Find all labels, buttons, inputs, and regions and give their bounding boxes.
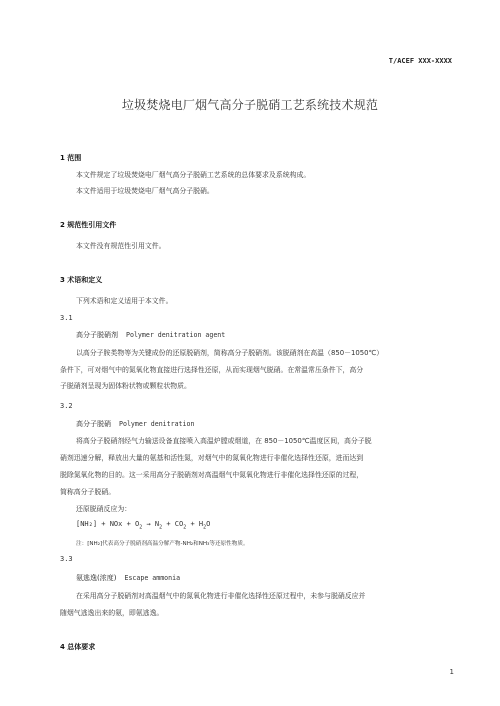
term-3-1-en: Polymer denitration agent xyxy=(126,331,226,339)
term-3-3-number: 3.3 xyxy=(60,555,73,563)
term-3-3-cn: 氨逃逸(浓度) xyxy=(76,574,117,582)
section-1-para-2: 本文件适用于垃圾焚烧电厂烟气高分子脱硝。 xyxy=(76,187,214,195)
eq-left: [NH₂] + NOx + O xyxy=(76,520,140,528)
section-3-intro: 下列术语和定义适用于本文件。 xyxy=(76,297,173,305)
eq-arrow: → xyxy=(146,520,151,528)
term-3-1-line-1: 以高分子胺类物等为关键成份的还原脱硝剂，简称高分子脱硝剂。该脱硝剂在高温（850－1050℃） xyxy=(76,349,384,357)
section-1-para-1: 本文件规定了垃圾焚烧电厂烟气高分子脱硝工艺系统的总体要求及系统构成。 xyxy=(76,171,311,179)
term-3-3-line-1: 在采用高分子脱硝剂对高温烟气中的氮氧化物进行非催化选择性还原过程中，未参与脱硝反应并 xyxy=(76,592,366,600)
term-3-2-line-2: 硝剂迅速分解，释放出大量的氨基和活性氮，对烟气中的氮氧化物进行非催化选择性还原，进而达到 xyxy=(60,454,364,462)
term-3-3-title xyxy=(76,573,180,583)
eq-n: N xyxy=(154,520,160,528)
term-3-2-number: 3.2 xyxy=(60,402,73,410)
document-number: T/ACEF XXX-XXXX xyxy=(388,57,452,65)
eq-plus-2: + xyxy=(190,520,195,528)
term-3-2-en: Polymer denitration xyxy=(119,420,195,428)
eq-o2-sub: 2 xyxy=(139,524,143,531)
term-3-2-cn: 高分子脱硝 xyxy=(76,420,111,428)
eq-h2-sub: 2 xyxy=(203,524,207,531)
page-number: 1 xyxy=(449,668,454,676)
eq-h: H xyxy=(198,520,204,528)
term-3-1-cn: 高分子脱硝剂 xyxy=(76,331,118,339)
section-2-heading: 2 规范性引用文件 xyxy=(60,221,117,229)
term-3-1-line-2: 条件下，可对烟气中的氮氧化物直接进行选择性还原，从而实现烟气脱硝。在常温常压条件下，高分 xyxy=(60,366,364,374)
section-3-heading: 3 术语和定义 xyxy=(60,276,103,284)
term-3-3-en: Escape ammonia xyxy=(124,574,181,582)
section-4-heading: 4 总体要求 xyxy=(60,643,96,651)
reaction-label: 还原脱硝反应为： xyxy=(76,505,132,513)
term-3-2-title xyxy=(76,419,194,429)
section-2-para-1: 本文件没有规范性引用文件。 xyxy=(76,242,166,250)
eq-co: CO xyxy=(174,520,184,528)
reaction-equation xyxy=(76,520,210,530)
term-3-1-number: 3.1 xyxy=(60,314,73,322)
term-3-1-line-3: 子脱硝剂呈现为固体粉状物或颗粒状物质。 xyxy=(60,382,191,390)
term-3-1-title xyxy=(76,330,225,340)
term-3-2-line-4: 简称高分子脱硝。 xyxy=(60,488,116,496)
term-3-2-line-3: 脱除氮氧化物的目的。这一采用高分子脱硝剂对高温烟气中氮氧化物进行非催化选择性还原的过程， xyxy=(60,471,364,479)
section-1-heading: 1 范围 xyxy=(60,154,82,162)
document-title: 垃圾焚烧电厂烟气高分子脱硝工艺系统技术规范 xyxy=(121,98,379,112)
eq-plus-1: + xyxy=(166,520,171,528)
reaction-note: 注：[NH₂]代表高分子脱硝剂高温分解产物-NH₂和NH₃等还原性物质。 xyxy=(76,541,249,547)
eq-co2-sub: 2 xyxy=(183,524,187,531)
term-3-3-line-2: 随烟气逃逸出来的氨，即氨逃逸。 xyxy=(60,609,164,617)
term-3-2-line-1: 将高分子脱硝剂经气力输送设备直接喷入高温炉膛或烟道，在 850－1050℃温度区间，高分子脱 xyxy=(76,437,372,445)
eq-n2-sub: 2 xyxy=(159,524,163,531)
eq-o: O xyxy=(206,520,211,528)
